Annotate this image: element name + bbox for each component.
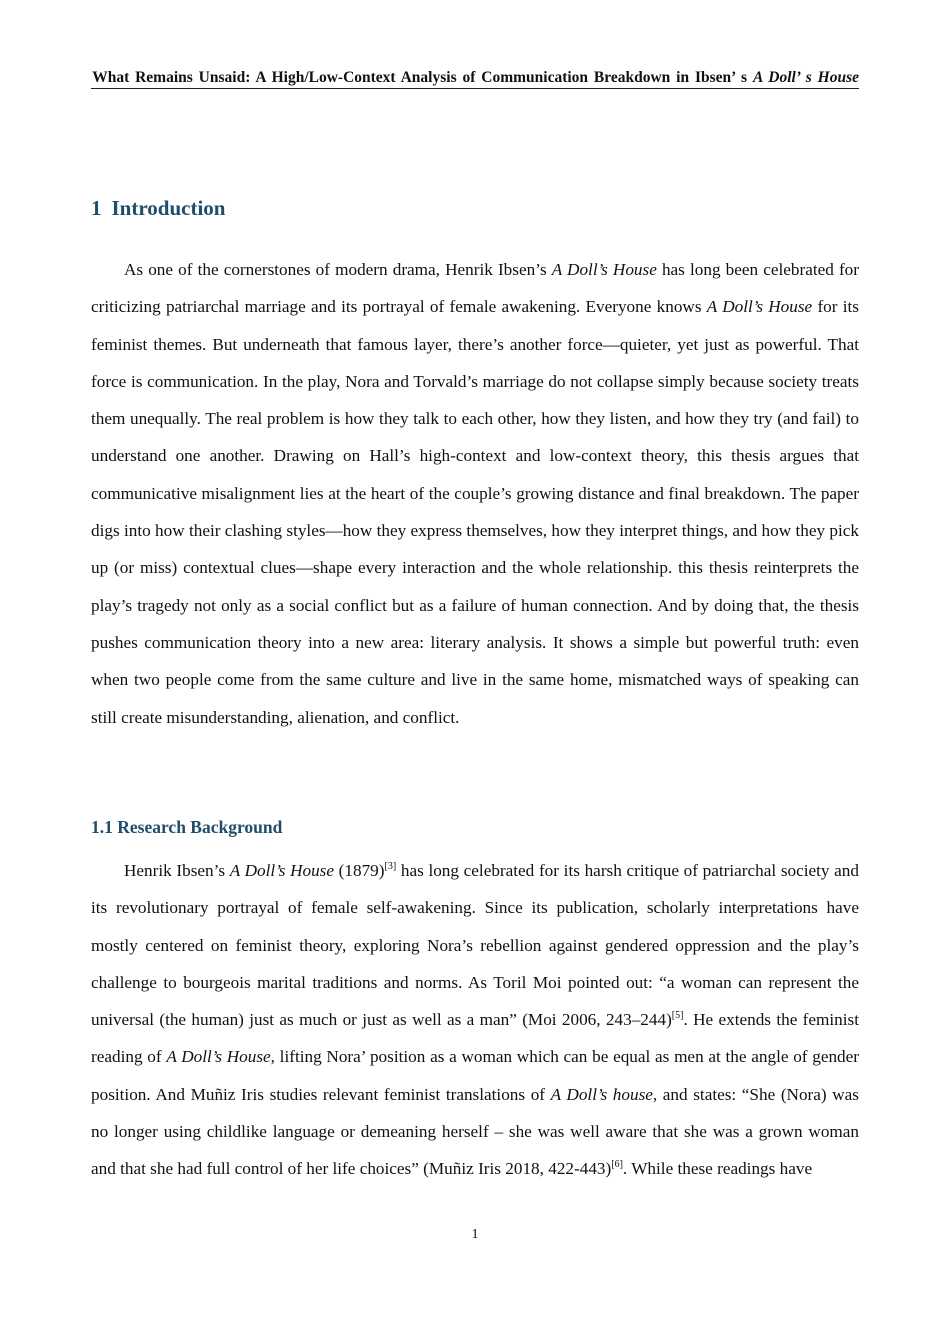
section-title: Introduction: [111, 196, 226, 220]
text-run: . He extends the feminist reading of: [91, 1010, 859, 1067]
italic-title: A Doll’s House: [706, 297, 813, 317]
italic-title: A Doll’s house: [550, 1084, 653, 1104]
text-run: has long been celebrated for criticizing patriarchal marriage and its portrayal of female awakening. Everyone knows: [91, 260, 859, 317]
citation-ref: [3]: [384, 861, 397, 872]
section-number: 1: [91, 196, 102, 220]
running-header-italic: A Doll’ s House: [752, 69, 859, 86]
text-run: , and states: “She (Nora) was no longer using childlike language or demeaning herself – she was well aware that she was a grown woman and that she had full control of her life choices” (Muñiz Iris 2018, 422-443): [91, 1084, 859, 1179]
text-run: . While these readings have: [622, 1159, 813, 1179]
text-run: As one of the cornerstones of modern drama, Henrik Ibsen’s: [124, 260, 552, 279]
subsection-heading: 1.1 Research Background: [91, 817, 283, 837]
citation-ref: [6]: [611, 1159, 623, 1171]
text-run: for its feminist themes. But underneath that famous layer, there’s another force—quieter, yet just as powerful. That force is communication. In the play, Nora and Torvald’s marriage do not collapse simply because society treats them unequally. The real problem is how they talk to each other, how they listen, and how they try (and fail) to understand one another. Drawing on Hall’s high-context and low-context theory, this thesis argues that communicative misalignment lies at the heart of the couple’s growing distance and final breakdown. The paper digs into how their clashing styles—how they express themselves, how they interpret things, and how they pick up (or miss) contextual clues—shape every interaction and the whole relationship. this thesis reinterprets the play’s tragedy not only as a social conflict but as a failure of human connection. And by doing that, the thesis pushes communication theory into a new area: literary analysis. It shows a simple but powerful truth: even when two people come from the same culture and live in the same home, mismatched ways of speaking can still create misunderstanding, alienation, and conflict.: [91, 297, 859, 727]
text-run: , lifting Nora’ position as a woman which can be equal as men at the angle of gender position. And Muñiz Iris studies relevant feminist translations of: [91, 1047, 860, 1104]
italic-title: A Doll’s House: [166, 1047, 271, 1067]
section-heading: [91, 196, 225, 221]
intro-paragraph: [91, 251, 859, 736]
text-run: has long celebrated for its harsh critique of patriarchal society and its revolutionary portrayal of female self-awakening. Since its publication, scholarly interpretations have mostly centered on feminist theory, exploring Nora’s rebellion against gendered oppression and the play’s challenge to bourgeois marital traditions and norms. As Toril Moi pointed out: “a woman can represent the universal (the human) just as much or just as well as a man” (Moi 2006, 243–244): [91, 861, 859, 1030]
running-header: [91, 68, 859, 89]
page-number: 1: [471, 1227, 479, 1242]
running-header-text: What Remains Unsaid: A High/Low-Context Analysis of Communication Breakdown in Ibsen’ s: [92, 69, 748, 86]
italic-title: A Doll’s House: [229, 861, 334, 880]
background-paragraph: [91, 852, 859, 1188]
text-run: (1879): [334, 861, 385, 880]
citation-ref: [5]: [671, 1010, 684, 1022]
italic-title: A Doll’s House: [551, 260, 657, 279]
text-run: Henrik Ibsen’s: [124, 861, 230, 880]
